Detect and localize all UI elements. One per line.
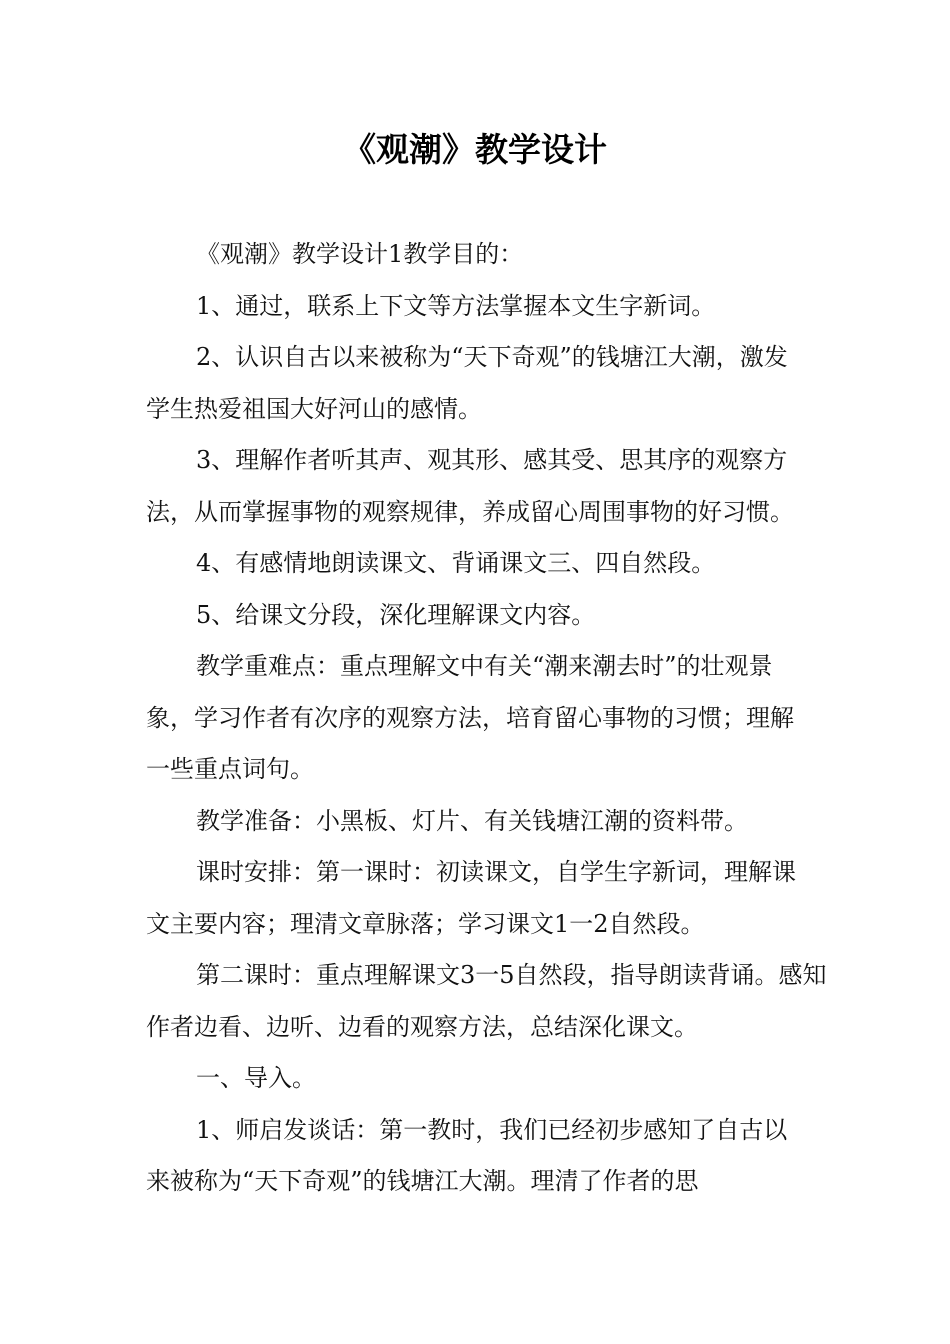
- paragraph-schedule: 课时安排：第一课时：初读课文，自学生字新词，理解课文主要内容；理清文章脉落；学习课文1一2自然段。: [146, 858, 796, 938]
- paragraph-goal-5: 5、给课文分段，深化理解课文内容。: [196, 600, 596, 629]
- paragraph-goal-3: 3、理解作者听其声、观其形、感其受、思其序的观察方法，从而掌握事物的观察规律，养成留心周围事物的好习惯。: [146, 446, 794, 526]
- paragraph-second-lesson: 第二课时：重点理解课文3一5自然段，指导朗读背诵。感知作者边看、边听、边看的观察方法，总结深化课文。: [146, 961, 827, 1041]
- paragraph-key-points: 教学重难点：重点理解文中有关“潮来潮去时”的壮观景象，学习作者有次序的观察方法，培育留心事物的习惯；理解一些重点词句。: [146, 652, 794, 783]
- document-title: 《观潮》教学设计: [343, 130, 607, 169]
- paragraph-goal-4: 4、有感情地朗读课文、背诵课文三、四自然段。: [196, 549, 716, 577]
- document-body: [146, 229, 827, 1208]
- paragraph-preparation: 教学准备：小黑板、灯片、有关钱塘江潮的资料带。: [196, 806, 748, 835]
- paragraph-intro: 《观潮》教学设计1教学目的：: [196, 240, 524, 268]
- paragraph-teacher-talk: 1、师启发谈话：第一教时，我们已经初步感知了自古以来被称为“天下奇观”的钱塘江大潮。理清了作者的思: [146, 1115, 788, 1195]
- paragraph-goal-2: 2、认识自古以来被称为“天下奇观”的钱塘江大潮，激发学生热爱祖国大好河山的感情。: [146, 343, 788, 423]
- paragraph-section-intro: 一、导入。: [196, 1064, 316, 1092]
- paragraph-goal-1: 1、通过，联系上下文等方法掌握本文生字新词。: [196, 291, 716, 320]
